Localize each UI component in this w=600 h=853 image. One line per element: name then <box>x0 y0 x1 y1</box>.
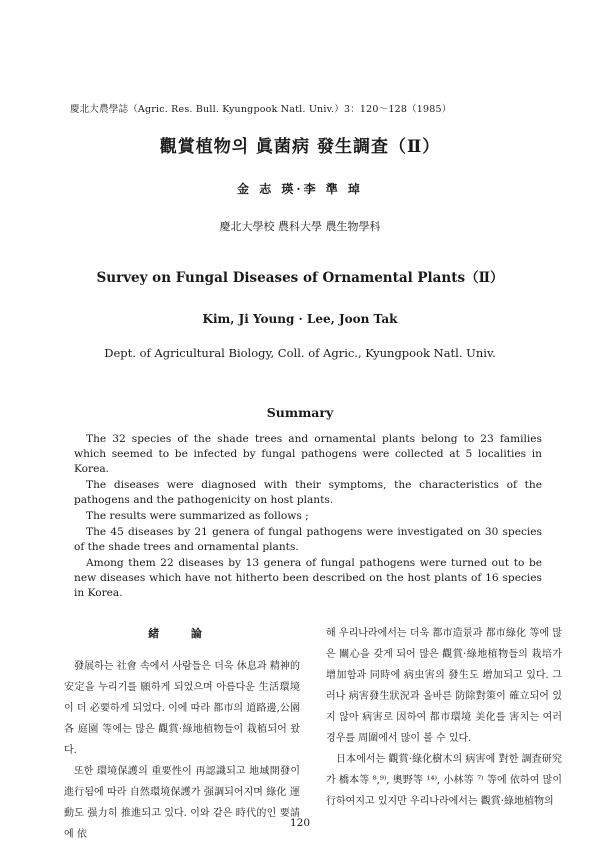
journal-citation: 慶北大農學誌（Agric. Res. Bull. Kyungpook Natl. Univ.）3：120～128（1985） <box>70 104 452 115</box>
summary-paragraph: The diseases were diagnosed with their symptoms, the characteristics of the pathogens and the pathogenicity on host plants. <box>74 479 542 506</box>
body-paragraph: 日本에서는 觀賞·綠化樹木의 病害에 對한 調査研究가 橋本等 ⁸,⁹⁾, 奧野等 ¹⁴⁾, 小林等 ⁷⁾ 等에 依하여 많이 行하여지고 있지만 우리나라에서는 觀賞·綠地植物의 <box>326 754 562 807</box>
english-affiliation: Dept. of Agricultural Biology, Coll. of Agric., Kyungpook Natl. Univ. <box>104 346 496 360</box>
body-paragraph: 發展하는 社會 속에서 사람들은 더욱 休息과 精神的 安定을 누리기를 願하게 되었으며 아름다운 生活環境이 더 必要하게 되었다. 이에 따라 都市의 道路邊,公園 各 庭園 等에는 많은 觀賞·綠地植物들이 栽植되어 왔다. <box>64 661 300 756</box>
page-number: 120 <box>289 817 311 829</box>
summary-body <box>74 432 542 601</box>
body-paragraph: 또한 環境保護의 重要性이 再認識되고 地域開發이 進行됨에 따라 自然環境保護가 强調되어지며 綠化 運動도 强力히 推進되고 있다. 이와 같은 時代的인 要請에 依 <box>64 766 300 840</box>
korean-title: 觀賞植物의 眞菌病 發生調査（Ⅱ） <box>159 137 441 157</box>
body-paragraph: 해 우리나라에서는 더욱 都市造景과 都市綠化 等에 많은 關心을 갖게 되어 많은 觀賞·綠地植物들의 栽培가 增加함과 同時에 病虫害의 發生도 增加되고 있다. 그러나 病害發生狀況과 올바른 防除對策이 確立되어 있지 않아 病害로 因하여 都市環境 美化를 害치는 여러경우를 周圍에서 많이 볼 수 있다. <box>326 628 562 744</box>
right-column <box>326 623 562 812</box>
korean-affiliation: 慶北大學校 農科大學 農生物學科 <box>219 220 381 233</box>
introduction-heading: 緒 論 <box>148 627 216 640</box>
summary-paragraph: Among them 22 diseases by 13 genera of fungal pathogens were turned out to be new diseases which have not hitherto been described on the host plants of 16 species in Korea. <box>74 557 542 599</box>
summary-heading: Summary <box>266 405 334 420</box>
left-column <box>64 623 300 845</box>
english-title: Survey on Fungal Diseases of Ornamental Plants（Ⅱ） <box>96 270 504 286</box>
summary-paragraph: The 32 species of the shade trees and ornamental plants belong to 23 families which seemed to be infected by fungal pathogens were collected at 5 localities in Korea. <box>74 433 542 475</box>
summary-paragraph: The 45 diseases by 21 genera of fungal pathogens were investigated on 30 species of the shade trees and ornamental plants. <box>74 526 542 553</box>
english-authors: Kim, Ji Young · Lee, Joon Tak <box>202 312 398 326</box>
summary-paragraph: The results were summarized as follows ; <box>86 510 309 522</box>
korean-authors: 金 志 瑛·李 準 琸 <box>237 182 363 196</box>
